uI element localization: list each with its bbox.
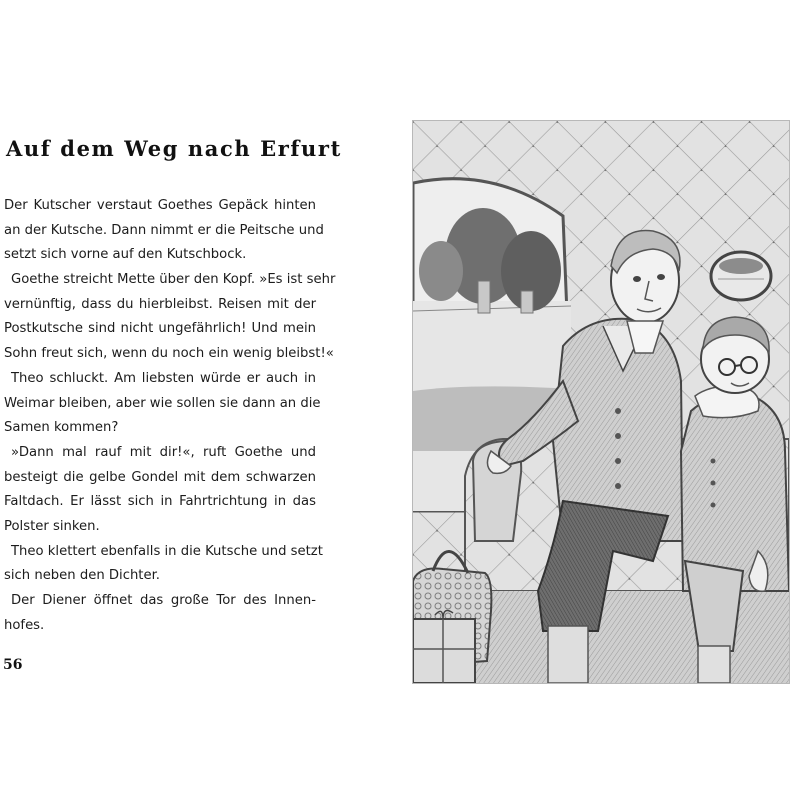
text-line: Faltdach. Er lässt sich in Fahrtrichtung in das — [4, 494, 316, 510]
text-line: Theo schluckt. Am liebsten würde er auch in — [11, 370, 316, 386]
oval-window — [711, 252, 771, 300]
text-line: setzt sich vorne auf den Kutschbock. — [4, 247, 247, 263]
text-line: Der Kutscher verstaut Goethes Gepäck hinten — [4, 198, 316, 213]
text-line: Weimar bleiben, aber wie sollen sie dann an die — [4, 395, 321, 411]
body-text — [4, 194, 336, 638]
text-line: sich neben den Dichter. — [4, 568, 160, 584]
text-line: an der Kutsche. Dann nimmt er die Peitsche und — [4, 222, 324, 238]
text-line: Postkutsche sind nicht ungefährlich! Und mein — [4, 321, 316, 337]
text-line: Samen kommen? — [4, 420, 119, 436]
chapter-title: Auf dem Weg nach Erfurt — [6, 136, 342, 161]
text-line: Polster sinken. — [4, 518, 100, 534]
page-number: 56 — [3, 657, 23, 673]
text-line: besteigt die gelbe Gondel mit dem schwarzen — [4, 469, 316, 485]
text-line: hofes. — [4, 617, 45, 633]
text-line: vernünftig, dass du hierbleibst. Reisen mit der — [4, 296, 316, 312]
text-line: Sohn freut sich, wenn du noch ein wenig bleibst!« — [4, 346, 334, 362]
illustration-carriage-interior — [412, 120, 790, 684]
text-line: Der Diener öffnet das große Tor des Innen- — [11, 593, 316, 608]
left-page — [0, 0, 342, 800]
pencil-drawing — [413, 121, 789, 683]
text-line: Theo klettert ebenfalls in die Kutsche und setzt — [11, 543, 323, 559]
text-line: »Dann mal rauf mit dir!«, ruft Goethe und — [11, 444, 316, 460]
text-line: Goethe streicht Mette über den Kopf. »Es ist sehr — [11, 272, 336, 288]
